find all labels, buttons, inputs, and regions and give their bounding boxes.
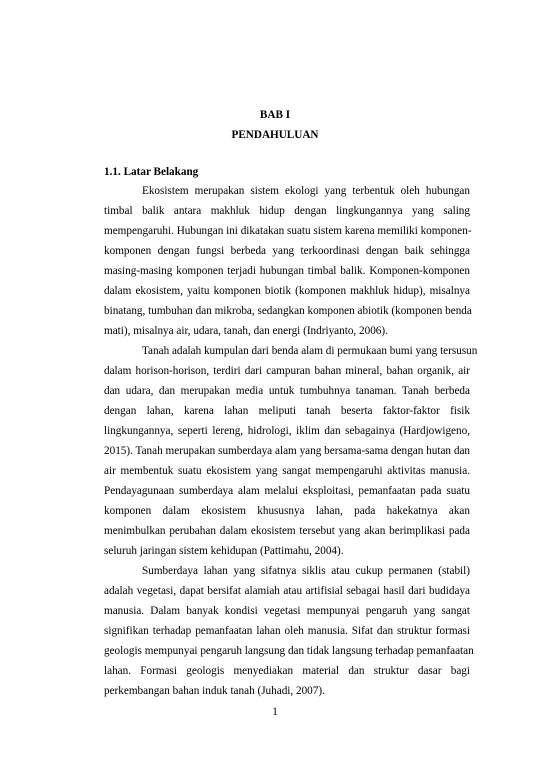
section-heading: 1.1. Latar Belakang — [104, 166, 199, 178]
body-line: manusia. Dalam banyak kondisi vegetasi mempunyai pengaruh yang sangat — [104, 605, 470, 617]
page-number: 1 — [272, 706, 278, 718]
body-line: perkembangan bahan induk tanah (Juhadi, 2007). — [104, 685, 325, 697]
body-line: lingkungannya, seperti lereng, hidrologi, iklim dan sebagainya (Hardjowigeno, — [104, 425, 470, 437]
body-line: mempengaruhi. Hubungan ini dikatakan suatu sistem karena memiliki komponen- — [104, 225, 472, 237]
body-line: geologis mempunyai pengaruh langsung dan tidak langsung terhadap pemanfaatan — [104, 645, 474, 657]
body-line: Pendayagunaan sumberdaya alam melalui eksploitasi, pemanfaatan pada suatu — [104, 485, 470, 497]
chapter-number: BAB I — [259, 109, 291, 121]
chapter-title: PENDAHULUAN — [231, 129, 319, 141]
body-line: seluruh jaringan sistem kehidupan (Pattimahu, 2004). — [104, 545, 344, 557]
body-line: dalam horison-horison, terdiri dari campuran bahan mineral, bahan organik, air — [104, 365, 470, 377]
body-line: dalam ekosistem, yaitu komponen biotik (komponen makhluk hidup), misalnya — [104, 285, 470, 297]
body-line: Sumberdaya lahan yang sifatnya siklis atau cukup permanen (stabil) — [142, 565, 470, 577]
body-line: signifikan terhadap pemanfaatan lahan oleh manusia. Sifat dan struktur formasi — [104, 625, 470, 637]
body-line: binatang, tumbuhan dan mikroba, sedangkan komponen abiotik (komponen benda — [104, 305, 472, 317]
body-line: komponen dalam ekosistem khususnya lahan, pada hakekatnya akan — [104, 505, 470, 517]
body-line: masing-masing komponen terjadi hubungan timbal balik. Komponen-komponen — [104, 265, 470, 277]
body-line: 2015). Tanah merupakan sumberdaya alam yang bersama-sama dengan hutan dan — [104, 445, 470, 457]
body-line: komponen dengan fungsi berbeda yang terkoordinasi dengan baik sehingga — [104, 245, 470, 257]
body-line: Ekosistem merupakan sistem ekologi yang terbentuk oleh hubungan — [142, 185, 470, 197]
body-line: lahan. Formasi geologis menyediakan material dan struktur dasar bagi — [104, 665, 470, 677]
body-line: dan udara, dan merupakan media untuk tumbuhnya tanaman. Tanah berbeda — [104, 385, 470, 397]
body-line: air membentuk suatu ekosistem yang sangat mempengaruhi aktivitas manusia. — [104, 465, 470, 477]
body-line: timbal balik antara makhluk hidup dengan lingkungannya yang saling — [104, 205, 470, 217]
body-line: dengan lahan, karena lahan meliputi tanah beserta faktor-faktor fisik — [104, 405, 470, 417]
body-line: Tanah adalah kumpulan dari benda alam di permukaan bumi yang tersusun — [142, 345, 478, 357]
body-line: mati), misalnya air, udara, tanah, dan energi (Indriyanto, 2006). — [104, 325, 388, 337]
body-line: adalah vegetasi, dapat bersifat alamiah atau artifisial sebagai hasil dari budidaya — [104, 585, 470, 597]
body-line: menimbulkan perubahan dalam ekosistem tersebut yang akan berimplikasi pada — [104, 525, 470, 537]
